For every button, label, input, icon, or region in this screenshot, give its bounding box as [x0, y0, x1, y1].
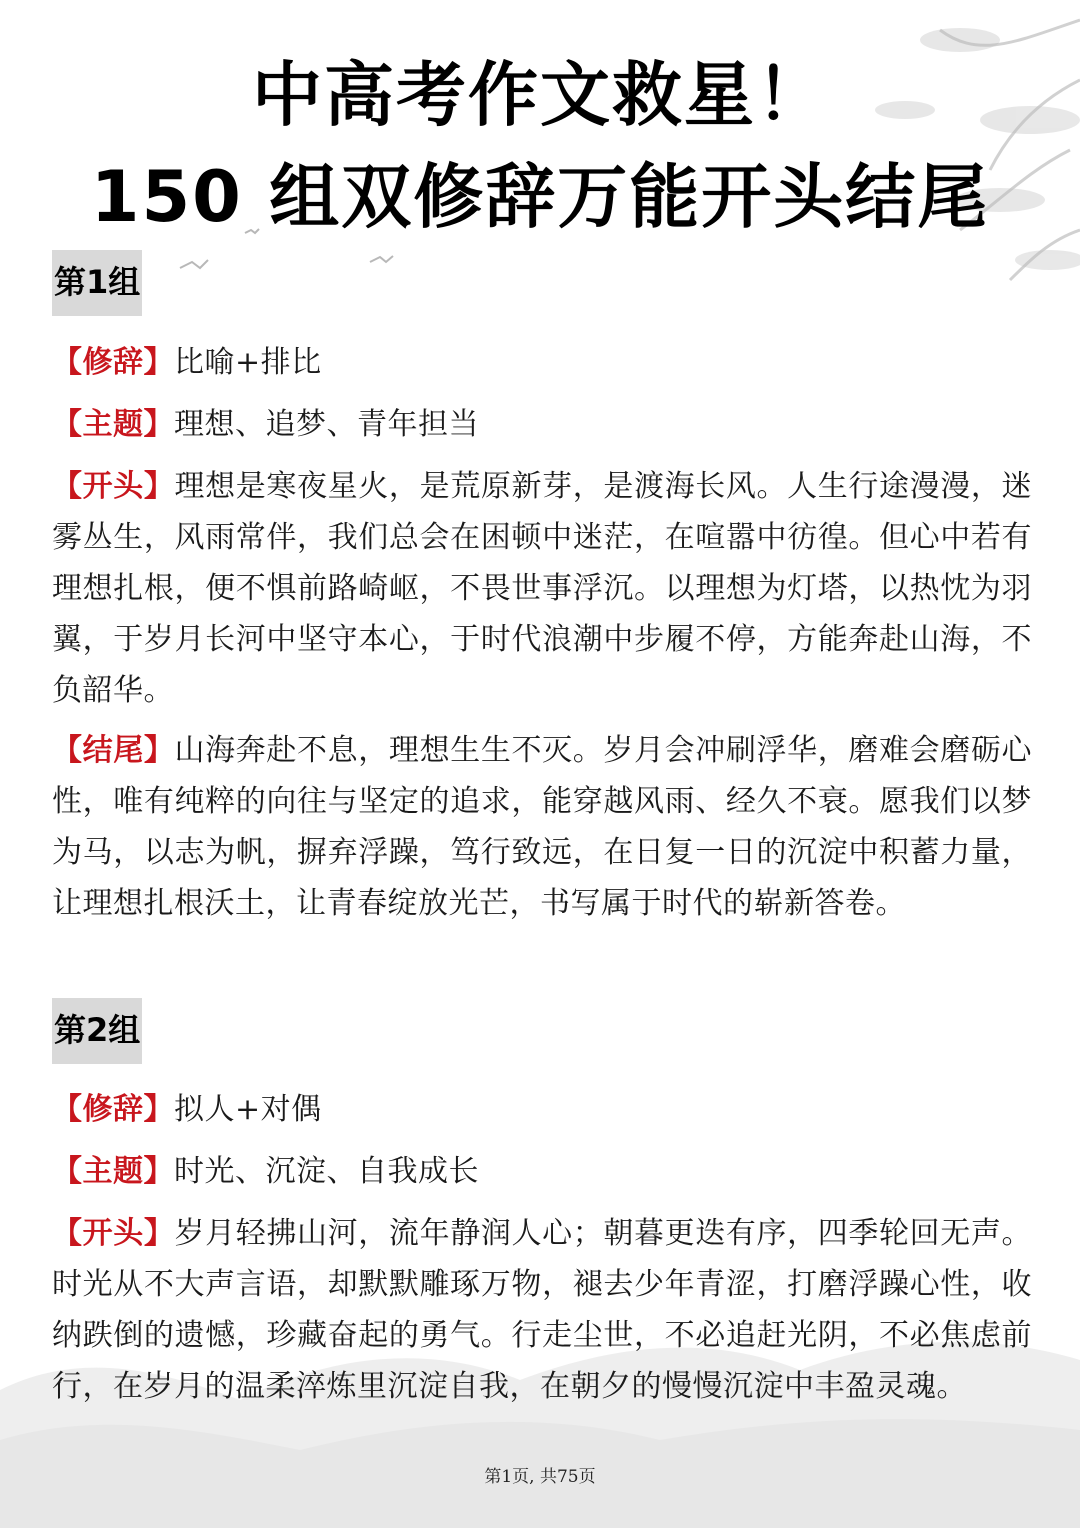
- rhetoric-value: 比喻+排比: [174, 345, 322, 380]
- group-2-rhetoric: [52, 1084, 1032, 1135]
- theme-value: 时光、沉淀、自我成长: [174, 1154, 479, 1189]
- opening-label: 【开头】: [52, 1216, 175, 1251]
- page-title-line2: 150 组双修辞万能开头结尾: [90, 156, 990, 238]
- group-2-theme: [52, 1146, 1032, 1197]
- opening-text: 岁月轻拂山河，流年静润人心；朝暮更迭有序，四季轮回无声。时光从不大声言语，却默默雕琢万物，褪去少年青涩，打磨浮躁心性，收纳跌倒的遗憾，珍藏奋起的勇气。行走尘世，不必追赶光阴，不必焦虑前行，在岁月的温柔淬炼里沉淀自我，在朝夕的慢慢沉淀中丰盈灵魂。: [52, 1216, 1033, 1404]
- theme-value: 理想、追梦、青年担当: [174, 407, 479, 442]
- group-1-heading: 第1组: [52, 250, 142, 316]
- ending-label: 【结尾】: [52, 733, 175, 768]
- ending-text: 山海奔赴不息，理想生生不灭。岁月会冲刷浮华，磨难会磨砺心性，唯有纯粹的向往与坚定的追求，能穿越风雨、经久不衰。愿我们以梦为马，以志为帆，摒弃浮躁，笃行致远，在日复一日的沉淀中积蓄力量，让理想扎根沃土，让青春绽放光芒，书写属于时代的崭新答卷。: [52, 733, 1033, 921]
- opening-label: 【开头】: [52, 469, 175, 504]
- theme-label: 【主题】: [52, 1154, 174, 1189]
- group-1-opening: [52, 461, 1032, 716]
- group-1-theme: [52, 399, 1032, 450]
- theme-label: 【主题】: [52, 407, 174, 442]
- group-1-rhetoric: [52, 337, 1032, 388]
- group-1-ending: [52, 725, 1032, 929]
- rhetoric-value: 拟人+对偶: [174, 1092, 322, 1127]
- rhetoric-label: 【修辞】: [52, 345, 174, 380]
- page-number: 第1页, 共75页: [484, 1467, 596, 1487]
- page-title-line1: 中高考作文救星！: [252, 54, 828, 136]
- opening-text: 理想是寒夜星火，是荒原新芽，是渡海长风。人生行途漫漫，迷雾丛生，风雨常伴，我们总会在困顿中迷茫，在喧嚣中彷徨。但心中若有理想扎根，便不惧前路崎岖，不畏世事浮沉。以理想为灯塔，以热忱为羽翼，于岁月长河中坚守本心，于时代浪潮中步履不停，方能奔赴山海，不负韶华。: [52, 469, 1033, 708]
- group-2-heading: 第2组: [52, 998, 142, 1064]
- group-2-opening: [52, 1208, 1032, 1412]
- rhetoric-label: 【修辞】: [52, 1092, 174, 1127]
